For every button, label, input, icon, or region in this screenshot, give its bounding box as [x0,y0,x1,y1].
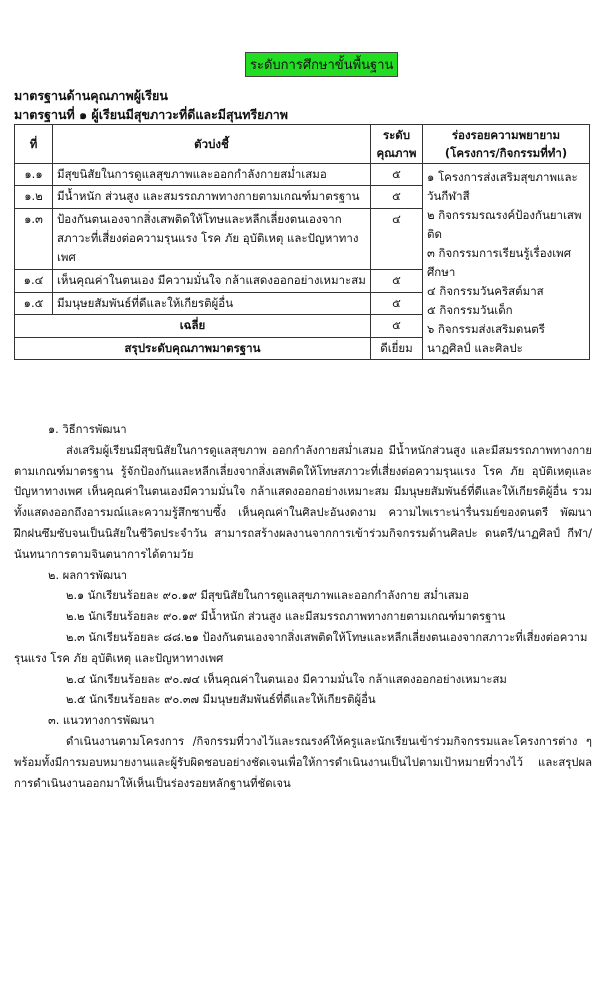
evidence-item: ๔ กิจกรรมวันคริสต์มาส [427,284,544,298]
evidence-item: ๓ กิจกรรมการเรียนรู้เรื่องเพศศึกษา [427,246,572,279]
row-no: ๑.๔ [15,270,53,292]
summary-label: สรุประดับคุณภาพมาตรฐาน [15,337,371,359]
approach-heading: ๓. แนวทางการพัฒนา [48,714,155,728]
indicator-table [14,124,590,360]
standard-1-heading: มาตรฐานที่ ๑ ผู้เรียนมีสุขภาวะที่ดีและมีสุนทรียภาพ [14,107,288,122]
header-indicator: ตัวบ่งชี้ [53,125,371,164]
row-indicator: มีสุขนิสัยในการดูแลสุขภาพและออกกำลังกายสม่ำเสมอ [53,164,371,186]
row-no: ๑.๕ [15,292,53,314]
summary-value: ดีเยี่ยม [371,337,423,359]
table-row [15,164,590,186]
row-indicator: มีมนุษยสัมพันธ์ที่ดีและให้เกียรติผู้อื่น [53,292,371,314]
row-level: ๕ [371,164,423,186]
result-item: ๒.๒ นักเรียนร้อยละ ๙๐.๑๙ มีน้ำหนัก ส่วนสูง และมีสมรรถภาพทางกายตามเกณฑ์มาตรฐาน [66,610,506,624]
evidence-item: ๒ กิจกรรมรณรงค์ป้องกันยาเสพติด [427,208,582,241]
result-item: ๒.๕ นักเรียนร้อยละ ๙๐.๓๗ มีมนุษยสัมพันธ์ที่ดีและให้เกียรติผู้อื่น [66,693,376,707]
average-label: เฉลี่ย [15,315,371,337]
row-indicator: เห็นคุณค่าในตนเอง มีความมั่นใจ กล้าแสดงออกอย่างเหมาะสม [53,270,371,292]
row-indicator: มีน้ำหนัก ส่วนสูง และสมรรถภาพทางกายตามเกณฑ์มาตรฐาน [53,186,371,208]
header-evidence: ร่องรอยความพยายาม (โครงการ/กิจกรรมที่ทำ) [423,125,590,164]
result-item: ๒.๔ นักเรียนร้อยละ ๙๐.๗๔ เห็นคุณค่าในตนเอง มีความมั่นใจ กล้าแสดงออกอย่างเหมาะสม [66,672,507,686]
result-item: ๒.๓ นักเรียนร้อยละ ๘๘.๒๑ ป้องกันตนเองจากสิ่งเสพติดให้โทษและหลีกเลี่ยงตนเองจากสภาวะที่เสี่ยงต่อความรุนแรง โรค ภัย อุบัติเหตุ และปัญหาทางเพศ [14,630,588,665]
evidence-cell [423,164,590,360]
row-level: ๔ [371,208,423,269]
result-item: ๒.๑ นักเรียนร้อยละ ๙๐.๑๙ มีสุขนิสัยในการดูแลสุขภาพและออกกำลังกาย สม่ำเสมอ [66,589,470,603]
row-level: ๕ [371,270,423,292]
average-value: ๕ [371,315,423,337]
header-no: ที่ [15,125,53,164]
table-header-row [15,125,590,164]
row-no: ๑.๒ [15,186,53,208]
page-title: ระดับการศึกษาขั้นพื้นฐาน [245,52,398,77]
report-body [14,420,592,794]
method-text: ส่งเสริมผู้เรียนมีสุขนิสัยในการดูแลสุขภาพ ออกกำลังกายสม่ำเสมอ มีน้ำหนักส่วนสูง และมีสมรรถภาพทางกายตามเกณฑ์มาตรฐาน รู้จักป้องกันและหลีกเลี่ยงจากสิ่งเสพติดให้โทษสภาวะที่เสี่ยงต่อความรุนแรง โรค ภัย อุบัติเหตุและปัญหาทางเพศ เห็นคุณค่าในตนเองมีความมั่นใจ กล้าแสดงออกอย่างเหมาะสม มีมนุษยสัมพันธ์ที่ดีและให้เกียรติผู้อื่น รวมทั้งแสดงออกถึงอารมณ์และความรู้สึกซาบซึ้ง เห็นคุณค่าในศิลปะอันงดงาม ความไพเราะน่ารื่นรมย์ของดนตรี พัฒนาฝึกฝนซึมซับจนเป็นนิสัยในชีวิตประจำวัน สามารถสร้างผลงานจากการเข้าร่วมกิจกรรมด้านศิลปะ ดนตรี/นาฏศิลป์ กีฬา/นันทนาการตามจินตนาการได้ตามวัย [14,443,592,561]
evidence-item: ๕ กิจกรรมวันเด็ก [427,303,513,317]
standard-heading: มาตรฐานด้านคุณภาพผู้เรียน [14,88,168,103]
row-level: ๕ [371,292,423,314]
row-no: ๑.๓ [15,208,53,269]
evidence-item: ๑ โครงการส่งเสริมสุขภาพและวันกีฬาสี [427,170,578,203]
method-heading: ๑. วิธีการพัฒนา [48,423,127,436]
result-heading: ๒. ผลการพัฒนา [48,568,128,582]
row-indicator: ป้องกันตนเองจากสิ่งเสพติดให้โทษและหลีกเลี่ยงตนเองจากสภาวะที่เสี่ยงต่อความรุนแรง โรค ภัย อุบัติเหตุ และปัญหาทางเพศ [53,208,371,269]
row-level: ๕ [371,186,423,208]
approach-text: ดำเนินงานตามโครงการ /กิจกรรมที่วางไว้และรณรงค์ให้ครูและนักเรียนเข้าร่วมกิจกรรมและโครงการต่าง ๆ พร้อมทั้งมีการมอบหมายงานและผู้รับผิดชอบอย่างชัดเจนเพื่อให้การดำเนินงานเป็นไปตามเป้าหมายที่วางไว้ และสรุปผลการดำเนินงานออกมาให้เห็นเป็นร่องรอยหลักฐานที่ชัดเจน [14,734,592,790]
evidence-item: ๖ กิจกรรมส่งเสริมดนตรี นาฏศิลป์ และศิลปะ [427,322,545,355]
header-level: ระดับคุณภาพ [371,125,423,164]
row-no: ๑.๑ [15,164,53,186]
